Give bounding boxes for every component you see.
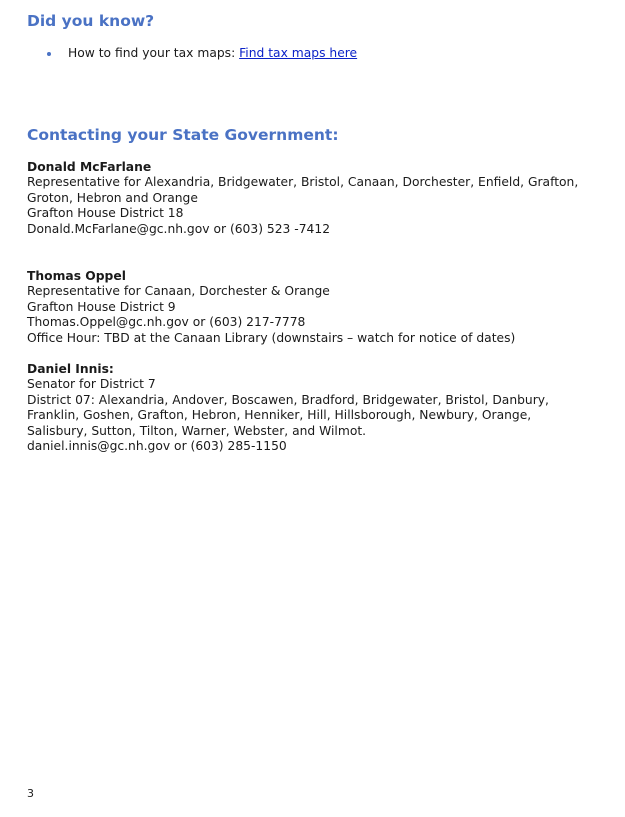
- contact-district-towns-end: Salisbury, Sutton, Tilton, Warner, Webster, and Wilmot.: [27, 423, 367, 438]
- did-you-know-heading: Did you know?: [27, 12, 155, 30]
- contact-email-phone: Donald.McFarlane@gc.nh.gov or (603) 523 -7412: [27, 221, 331, 236]
- contact-role: Representative for Canaan, Dorchester & Orange: [27, 284, 330, 299]
- contact-district: Grafton House District 18: [27, 206, 184, 221]
- contact-role-continued: Groton, Hebron and Orange: [27, 190, 198, 205]
- contact-name: Thomas Oppel: [27, 269, 126, 283]
- did-you-know-list: [27, 45, 587, 62]
- contact-name: Daniel Innis:: [27, 362, 114, 376]
- page-number: 3: [27, 787, 34, 800]
- bullet-icon: [47, 52, 51, 56]
- tax-maps-text: How to find your tax maps:: [68, 46, 240, 60]
- contact-district: Grafton House District 9: [27, 299, 176, 314]
- tax-maps-link[interactable]: Find tax maps here: [239, 46, 358, 60]
- contact-name: Donald McFarlane: [27, 160, 152, 174]
- contact-block-innis: [27, 362, 597, 454]
- contact-email-phone: Thomas.Oppel@gc.nh.gov or (603) 217-7778: [27, 315, 306, 330]
- contact-district-towns: District 07: Alexandria, Andover, Boscawen, Bradford, Bridgewater, Bristol, Danbury,: [27, 392, 549, 407]
- contact-block-mcfarlane: [27, 160, 597, 237]
- contacting-heading: Contacting your State Government:: [27, 126, 339, 144]
- contact-role: Senator for District 7: [27, 377, 156, 392]
- contact-block-oppel: [27, 269, 597, 346]
- contact-office-hour: Office Hour: TBD at the Canaan Library (downstairs – watch for notice of dates): [27, 330, 516, 345]
- contact-role: Representative for Alexandria, Bridgewater, Bristol, Canaan, Dorchester, Enfield, Grafton,: [27, 175, 579, 190]
- contact-email-phone: daniel.innis@gc.nh.gov or (603) 285-1150: [27, 439, 287, 454]
- contact-district-towns-continued: Franklin, Goshen, Grafton, Hebron, Henniker, Hill, Hillsborough, Newbury, Orange,: [27, 408, 532, 423]
- list-item: [27, 45, 587, 62]
